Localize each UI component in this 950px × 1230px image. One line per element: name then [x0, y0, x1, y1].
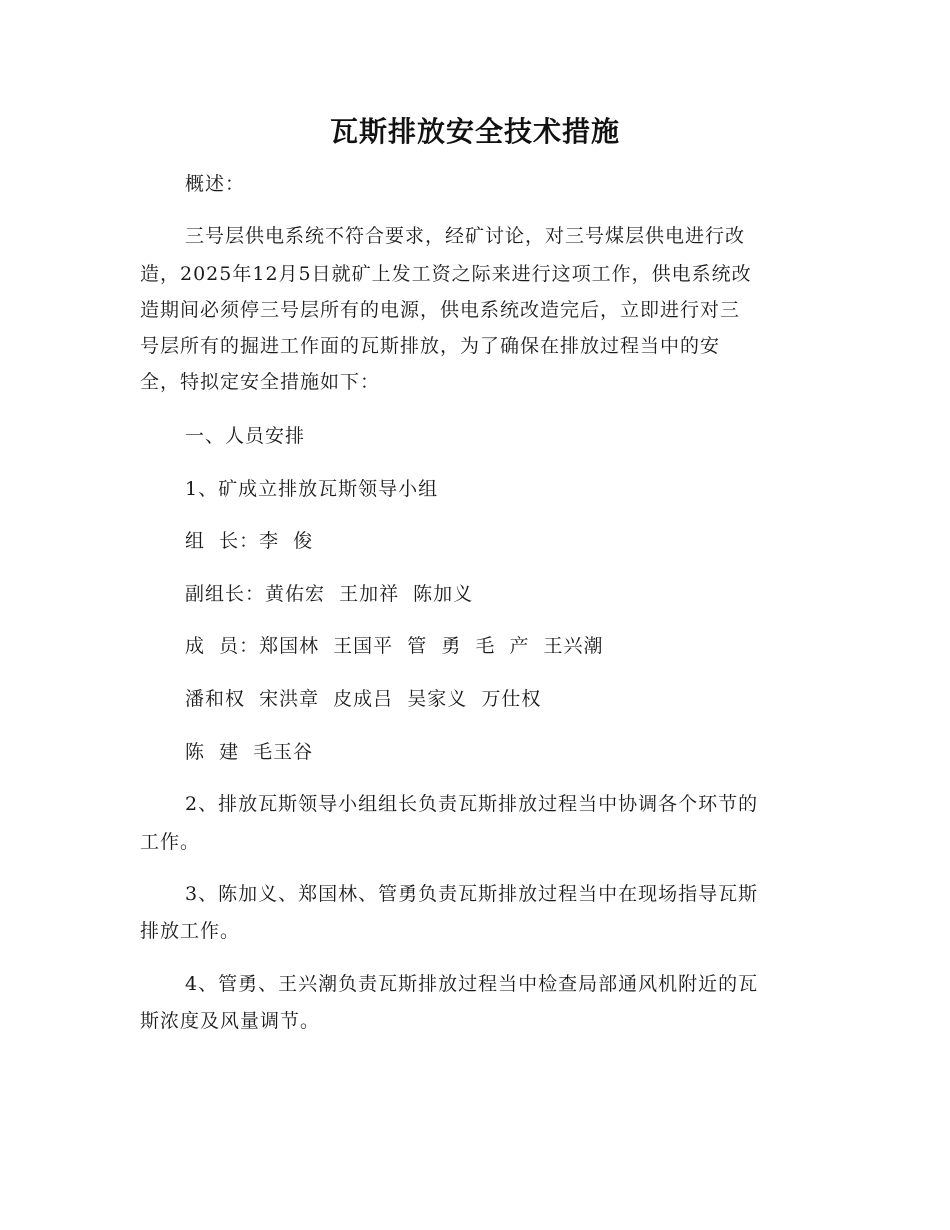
document-title: 瓦斯排放安全技术措施: [329, 115, 620, 148]
intro-line-1: 三号层供电系统不符合要求，经矿讨论，对三号煤层供电进行改: [185, 225, 746, 247]
deputy-line: 副组长：黄佑宏 王加祥 陈加义: [185, 583, 474, 605]
item2-line-1: 2、排放瓦斯领导小组组长负责瓦斯排放过程当中协调各个环节的: [185, 793, 759, 815]
section1-heading: 一、人员安排: [185, 425, 306, 447]
intro-line-3: 造期间必须停三号层所有的电源，供电系统改造完后，立即进行对三: [140, 299, 741, 321]
item3-line-2: 排放工作。: [140, 920, 241, 942]
intro-line-5: 全，特拟定安全措施如下：: [140, 371, 381, 393]
overview-label: 概述：: [185, 173, 246, 195]
item4-line-1: 4、管勇、王兴潮负责瓦斯排放过程当中检查局部通风机附近的瓦: [185, 973, 759, 995]
members-line-3: 陈 建 毛玉谷: [185, 741, 314, 763]
leader-line: 组 长：李 俊: [185, 530, 314, 552]
item3-line-1: 3、陈加义、郑国林、管勇负责瓦斯排放过程当中在现场指导瓦斯: [185, 883, 759, 905]
item4-line-2: 斯浓度及风量调节。: [140, 1010, 321, 1032]
members-line-2: 潘和权 宋洪章 皮成吕 吴家义 万仕权: [185, 688, 542, 710]
intro-line-2: 造，2025年12月5日就矿上发工资之际来进行这项工作，供电系统改: [140, 263, 752, 285]
intro-line-4: 号层所有的掘进工作面的瓦斯排放，为了确保在排放过程当中的安: [140, 335, 721, 357]
members-line-1: 成 员：郑国林 王国平 管 勇 毛 产 王兴潮: [185, 635, 604, 657]
item2-line-2: 工作。: [140, 831, 201, 853]
item1-heading: 1、矿成立排放瓦斯领导小组: [185, 478, 439, 500]
